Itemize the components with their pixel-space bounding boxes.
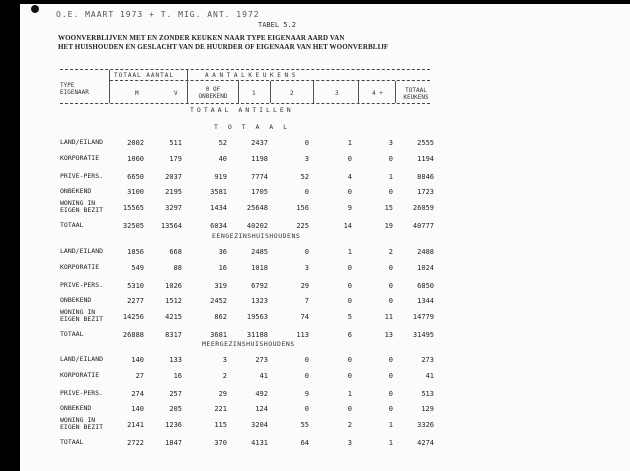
- table-cell: 4: [347, 173, 352, 181]
- col-header-k1: 1: [252, 90, 256, 97]
- row-label: PRIVE-PERS.: [60, 281, 104, 289]
- table-cell: 370: [214, 439, 227, 447]
- col-header-k4: 4 +: [372, 90, 383, 97]
- table-cell: 221: [214, 405, 227, 413]
- row-label: LAND/EILAND: [60, 355, 104, 363]
- table-cell: 2141: [127, 421, 144, 429]
- row-label: ONBEKEND: [60, 404, 92, 412]
- table-cell: 273: [421, 356, 434, 364]
- table-cell: 15565: [122, 204, 144, 212]
- table-cell: 64: [300, 439, 309, 447]
- table-cell: 2: [347, 421, 352, 429]
- row-label: WONING IN EIGEN BEZIT: [60, 199, 104, 214]
- table-cell: 0: [304, 405, 309, 413]
- table-cell: 3581: [210, 188, 227, 196]
- table-cell: 273: [255, 356, 268, 364]
- table-cell: 6034: [210, 222, 227, 230]
- col-divider: [358, 81, 359, 103]
- table-cell: 124: [255, 405, 268, 413]
- table-cell: 257: [169, 390, 182, 398]
- table-cell: 0: [388, 297, 393, 305]
- document-page: [20, 4, 630, 471]
- row-label: PRIVE-PERS.: [60, 389, 104, 397]
- table-cell: 274: [131, 390, 144, 398]
- table-cell: 1847: [165, 439, 182, 447]
- col-header-v: V: [174, 90, 178, 97]
- table-cell: 0: [388, 155, 393, 163]
- table-cell: 29: [300, 282, 309, 290]
- table-cell: 16: [218, 264, 227, 272]
- table-cell: 140: [131, 356, 144, 364]
- table-cell: 2195: [165, 188, 182, 196]
- table-cell: 319: [214, 282, 227, 290]
- table-cell: 40777: [412, 222, 434, 230]
- table-cell: 179: [169, 155, 182, 163]
- table-cell: 26059: [412, 204, 434, 212]
- table-cell: 0: [347, 155, 352, 163]
- main-section-title: TOTAAL ANTILLEN: [190, 106, 294, 114]
- col-header-totaal-keukens: TOTAAL KEUKENS: [403, 87, 429, 101]
- col-header-k3: 3: [335, 90, 339, 97]
- table-cell: 4274: [417, 439, 434, 447]
- table-cell: 0: [304, 356, 309, 364]
- header-rule-bottom: [60, 103, 430, 104]
- table-cell: 16: [173, 372, 182, 380]
- table-cell: 1018: [251, 264, 268, 272]
- table-cell: 55: [300, 421, 309, 429]
- col-group-totaal-aantal: TOTAAL AANTAL: [114, 72, 174, 79]
- table-cell: 3: [388, 139, 393, 147]
- table-cell: 2488: [417, 248, 434, 256]
- row-label: PRIVE-PERS.: [60, 172, 104, 180]
- table-cell: 15: [384, 204, 393, 212]
- col-header-k0: 0 OF ONBEKEND: [198, 86, 228, 100]
- row-label: LAND/EILAND: [60, 138, 104, 146]
- table-cell: 1434: [210, 204, 227, 212]
- col-divider: [187, 70, 188, 103]
- table-cell: 32505: [122, 222, 144, 230]
- table-cell: 14: [343, 222, 352, 230]
- table-cell: 88: [173, 264, 182, 272]
- table-cell: 6650: [127, 173, 144, 181]
- row-label: ONBEKEND: [60, 187, 92, 195]
- table-cell: 205: [169, 405, 182, 413]
- table-cell: 549: [131, 264, 144, 272]
- row-label: KORPORATIE: [60, 154, 100, 162]
- table-cell: 0: [347, 405, 352, 413]
- table-cell: 13: [384, 331, 393, 339]
- table-cell: 0: [388, 390, 393, 398]
- table-cell: 7: [304, 297, 309, 305]
- col-divider: [395, 81, 396, 103]
- table-cell: 1194: [417, 155, 434, 163]
- table-cell: 6792: [251, 282, 268, 290]
- table-cell: 31188: [246, 331, 268, 339]
- row-label: TOTAAL: [60, 221, 84, 229]
- table-cell: 11: [384, 313, 393, 321]
- table-cell: 41: [425, 372, 434, 380]
- row-label: KORPORATIE: [60, 371, 100, 379]
- table-cell: 0: [347, 264, 352, 272]
- table-cell: 3204: [251, 421, 268, 429]
- row-label: TOTAAL: [60, 438, 84, 446]
- table-cell: 0: [347, 282, 352, 290]
- table-cell: 0: [388, 372, 393, 380]
- col-header-m: M: [135, 90, 139, 97]
- table-cell: 2: [388, 248, 393, 256]
- table-cell: 31495: [412, 331, 434, 339]
- table-cell: 25648: [246, 204, 268, 212]
- col-header-k2: 2: [290, 90, 294, 97]
- table-cell: 2277: [127, 297, 144, 305]
- table-cell: 41: [259, 372, 268, 380]
- table-cell: 1236: [165, 421, 182, 429]
- table-cell: 862: [214, 313, 227, 321]
- section-title: EENGEZINSHUISHOUDENS: [212, 232, 301, 240]
- table-cell: 140: [131, 405, 144, 413]
- row-label: KORPORATIE: [60, 263, 100, 271]
- table-cell: 6: [347, 331, 352, 339]
- table-cell: 3100: [127, 188, 144, 196]
- table-cell: 7774: [251, 173, 268, 181]
- table-cell: 14779: [412, 313, 434, 321]
- row-label: WONING IN EIGEN BEZIT: [60, 416, 104, 431]
- table-cell: 0: [388, 188, 393, 196]
- table-cell: 9: [347, 204, 352, 212]
- col-divider: [109, 70, 110, 103]
- table-cell: 0: [388, 264, 393, 272]
- row-label: ONBEKEND: [60, 296, 92, 304]
- col-divider: [238, 81, 239, 103]
- table-cell: 2485: [251, 248, 268, 256]
- table-cell: 29: [218, 390, 227, 398]
- table-cell: 3681: [210, 331, 227, 339]
- table-cell: 1: [388, 421, 393, 429]
- table-cell: 3: [347, 439, 352, 447]
- table-cell: 1: [388, 439, 393, 447]
- table-cell: 6850: [417, 282, 434, 290]
- table-cell: 0: [304, 139, 309, 147]
- table-cell: 5310: [127, 282, 144, 290]
- table-cell: 4131: [251, 439, 268, 447]
- section-title: MEERGEZINSHUISHOUDENS: [202, 340, 295, 348]
- table-cell: 511: [169, 139, 182, 147]
- table-cell: 492: [255, 390, 268, 398]
- col-header-type-eigenaar: TYPE EIGENAAR: [60, 82, 89, 96]
- table-cell: 2452: [210, 297, 227, 305]
- table-cell: 27: [135, 372, 144, 380]
- table-cell: 1512: [165, 297, 182, 305]
- table-cell: 40: [218, 155, 227, 163]
- table-cell: 1060: [127, 155, 144, 163]
- table-cell: 919: [214, 173, 227, 181]
- table-cell: 5: [347, 313, 352, 321]
- row-label: WONING IN EIGEN BEZIT: [60, 308, 104, 323]
- table-cell: 129: [421, 405, 434, 413]
- table-cell: 2722: [127, 439, 144, 447]
- table-number: TABEL 5.2: [258, 21, 296, 29]
- table-cell: 1344: [417, 297, 434, 305]
- source-line: O.E. MAART 1973 + T. MIG. ANT. 1972: [56, 10, 260, 19]
- table-cell: 74: [300, 313, 309, 321]
- table-cell: 8317: [165, 331, 182, 339]
- table-cell: 14256: [122, 313, 144, 321]
- table-cell: 1026: [165, 282, 182, 290]
- title-line-2: HET HUISHOUDEN EN GESLACHT VAN DE HUURDER OF EIGENAAR VAN HET WOONVERBLIJF: [58, 43, 389, 51]
- table-cell: 0: [347, 356, 352, 364]
- row-label: LAND/EILAND: [60, 247, 104, 255]
- table-cell: 0: [347, 372, 352, 380]
- table-cell: 2437: [251, 139, 268, 147]
- table-cell: 19: [384, 222, 393, 230]
- table-cell: 3297: [165, 204, 182, 212]
- table-cell: 8846: [417, 173, 434, 181]
- table-cell: 52: [218, 139, 227, 147]
- section-title: T O T A A L: [214, 123, 291, 131]
- table-cell: 40202: [246, 222, 268, 230]
- table-cell: 0: [304, 372, 309, 380]
- table-cell: 668: [169, 248, 182, 256]
- table-cell: 13564: [160, 222, 182, 230]
- table-cell: 3: [304, 155, 309, 163]
- table-cell: 156: [296, 204, 309, 212]
- table-cell: 225: [296, 222, 309, 230]
- table-cell: 1024: [417, 264, 434, 272]
- table-cell: 1: [347, 390, 352, 398]
- table-cell: 0: [347, 297, 352, 305]
- table-cell: 1198: [251, 155, 268, 163]
- table-cell: 1: [388, 173, 393, 181]
- table-cell: 0: [388, 405, 393, 413]
- table-cell: 133: [169, 356, 182, 364]
- table-cell: 2: [222, 372, 227, 380]
- row-label: TOTAAL: [60, 330, 84, 338]
- table-cell: 36: [218, 248, 227, 256]
- table-cell: 513: [421, 390, 434, 398]
- table-cell: 3: [304, 264, 309, 272]
- table-cell: 1723: [417, 188, 434, 196]
- table-cell: 9: [304, 390, 309, 398]
- table-cell: 1323: [251, 297, 268, 305]
- table-cell: 3: [222, 356, 227, 364]
- table-cell: 0: [388, 356, 393, 364]
- col-divider: [313, 81, 314, 103]
- col-divider: [270, 81, 271, 103]
- header-rule-top: [60, 69, 430, 70]
- table-cell: 1705: [251, 188, 268, 196]
- table-cell: 26888: [122, 331, 144, 339]
- table-cell: 113: [296, 331, 309, 339]
- table-cell: 1: [347, 139, 352, 147]
- table-cell: 19563: [246, 313, 268, 321]
- table-cell: 0: [304, 248, 309, 256]
- table-cell: 1856: [127, 248, 144, 256]
- table-cell: 0: [304, 188, 309, 196]
- table-cell: 2037: [165, 173, 182, 181]
- table-cell: 2002: [127, 139, 144, 147]
- table-cell: 52: [300, 173, 309, 181]
- table-cell: 2555: [417, 139, 434, 147]
- table-cell: 0: [347, 188, 352, 196]
- col-group-aantal-keukens: A A N T A L K E U K E N S: [205, 72, 296, 79]
- punch-hole-mark: [31, 5, 39, 13]
- table-cell: 1: [347, 248, 352, 256]
- title-line-1: WOONVERBLIJVEN MET EN ZONDER KEUKEN NAAR TYPE EIGENAAR AARD VAN: [58, 34, 345, 42]
- table-cell: 3326: [417, 421, 434, 429]
- table-cell: 4215: [165, 313, 182, 321]
- table-cell: 115: [214, 421, 227, 429]
- table-cell: 0: [388, 282, 393, 290]
